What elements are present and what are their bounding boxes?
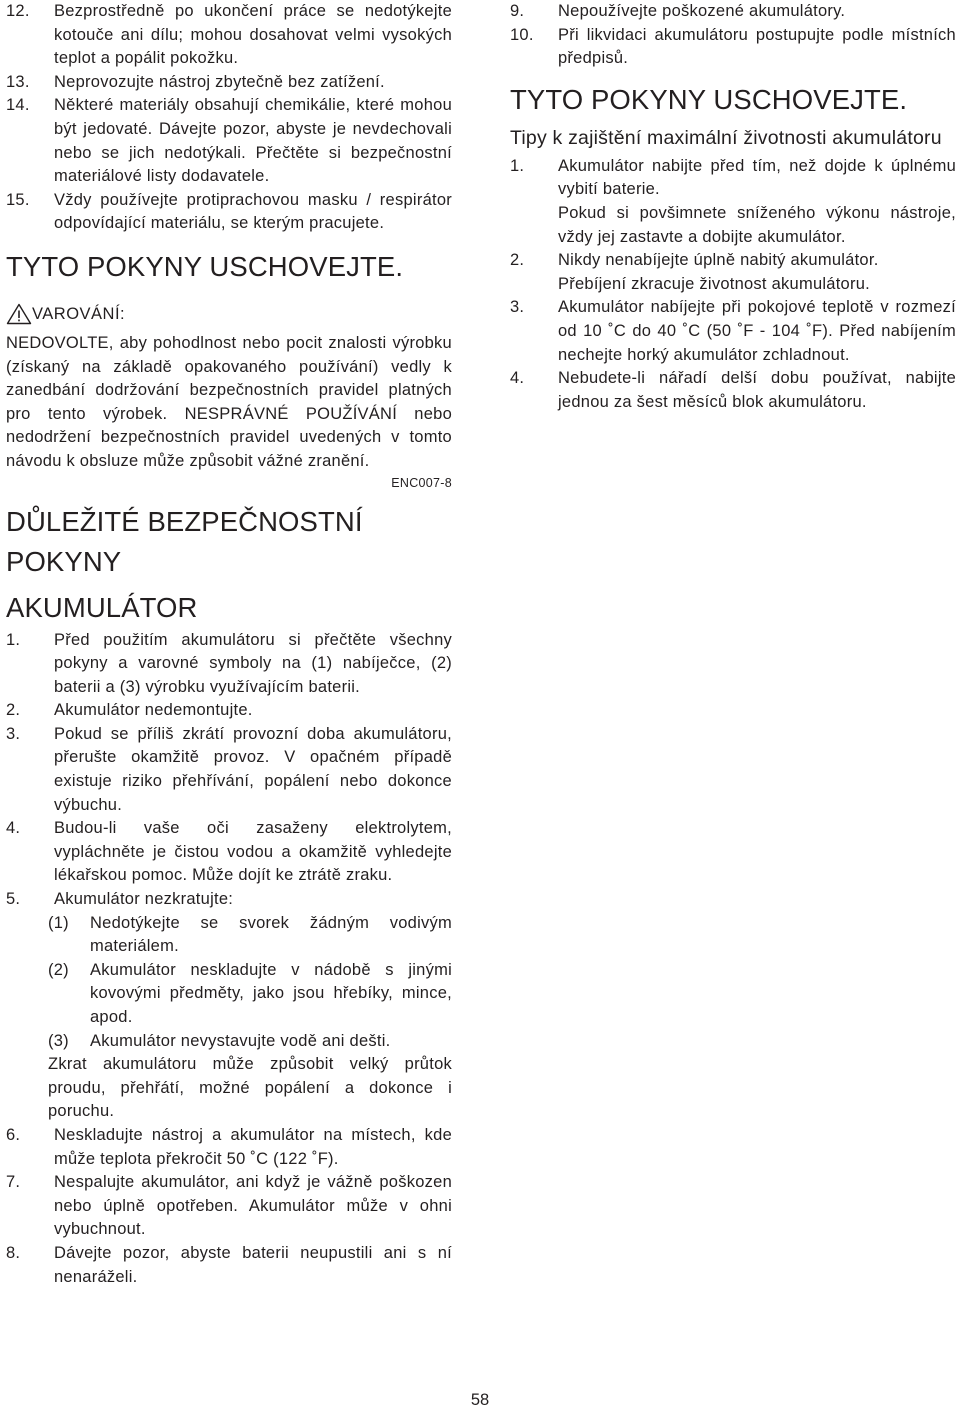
item-text: Nepoužívejte poškozené akumulátory. — [558, 2, 846, 20]
item-text: Vždy používejte protiprachovou masku / respirátor odpovídající materiálu, se kterým pracujete. — [54, 190, 452, 233]
list-item — [510, 367, 956, 414]
item-number: 7. — [6, 1173, 21, 1192]
sub-item-text: Akumulátor neskladujte v nádobě s jinými kovovými předměty, jako jsou hřebíky, mince, apod. — [90, 960, 452, 1026]
document-code: ENC007-8 — [391, 475, 452, 490]
list-item — [6, 189, 452, 236]
list-item — [6, 71, 452, 95]
item-number: 4. — [6, 819, 21, 838]
item-text: Pokud se příliš zkrátí provozní doba akumulátoru, přerušte okamžitě provoz. V opačném případě existuje riziko přehřívání, popálení nebo dokonce výbuchu. — [54, 724, 452, 814]
item-text: Před použitím akumulátoru si přečtěte všechny pokyny a varovné symboly na (1) nabíječce, (2) baterii a (3) výrobku využívajícím baterii. — [54, 630, 452, 696]
warning-label: VAROVÁNÍ: — [32, 304, 126, 323]
sub-item-number: (1) — [48, 913, 69, 932]
list-item — [510, 296, 956, 367]
list-item — [6, 1171, 452, 1242]
item-number: 10. — [510, 25, 534, 44]
list-item — [6, 1124, 452, 1171]
list-item — [6, 629, 452, 700]
list-item — [6, 699, 452, 723]
item-text: Neskladujte nástroj a akumulátor na místech, kde může teplota překročit 50 ˚C (122 ˚F). — [54, 1125, 452, 1168]
item-text: Nikdy nenabíjejte úplně nabitý akumulátor. — [558, 251, 879, 270]
important-heading-line1: DŮLEŽITÉ BEZPEČNOSTNÍ — [6, 505, 363, 537]
item-number: 14. — [6, 96, 30, 115]
list-item — [6, 723, 452, 817]
item-text: Některé materiály obsahují chemikálie, které mohou být jedovaté. Dávejte pozor, abyste je nevdechovali nebo se jich nedotýkali. Přečtěte si bezpečnostní materiálové listy dodavatele. — [54, 96, 452, 186]
sub-item-text: Nedotýkejte se svorek žádným vodivým materiálem. — [90, 913, 452, 956]
list-item — [6, 94, 452, 188]
list-item — [510, 24, 956, 71]
battery-heading: AKUMULÁTOR — [6, 591, 198, 623]
right-column — [510, 0, 956, 414]
list-item — [510, 249, 956, 273]
short-circuit-note: Zkrat akumulátoru může způsobit velký průtok proudu, přehřátí, možné popálení a dokonce i poruchu. — [48, 1055, 452, 1121]
left-column — [6, 0, 452, 1289]
warning-triangle-icon — [6, 303, 32, 325]
item-text: Neprovozujte nástroj zbytečně bez zatížení. — [54, 72, 385, 91]
tips-heading: Tipy k zajištění maximální životnosti akumulátoru — [510, 126, 942, 149]
list-item — [510, 155, 956, 202]
item-number: 2. — [510, 251, 525, 270]
item-number: 1. — [6, 630, 21, 649]
item-number: 13. — [6, 72, 30, 91]
item-number: 8. — [6, 1243, 21, 1262]
list-item — [6, 1242, 452, 1289]
tip-note: Pokud si povšimnete sníženého výkonu nástroje, vždy jej zastavte a dobijte akumulátor. — [558, 203, 956, 246]
item-text: Akumulátor nabíjejte při pokojové teplotě v rozmezí od 10 ˚C do 40 ˚C (50 ˚F - 104 ˚F). Před nabíjením nechejte horký akumulátor zchladnout. — [558, 298, 956, 364]
item-number: 4. — [510, 369, 525, 388]
list-item — [510, 0, 956, 24]
list-item — [6, 0, 452, 71]
item-number: 9. — [510, 2, 525, 20]
list-item — [6, 817, 452, 888]
item-text: Nespalujte akumulátor, ani když je vážně poškozen nebo úplně opotřeben. Akumulátor může v ohni vybuchnout. — [54, 1173, 452, 1239]
battery-list — [6, 629, 452, 1290]
item-text: Bezprostředně po ukončení práce se nedotýkejte kotouče ani dílu; mohou dosahovat velmi vysokých teplot a popálit pokožku. — [54, 2, 452, 68]
item-number: 3. — [510, 298, 525, 317]
item-text: Budou-li vaše oči zasaženy elektrolytem, vypláchněte je čistou vodou a okamžitě vyhledejte lékařskou pomoc. Může dojít ke ztrátě zraku. — [54, 819, 452, 885]
item-number: 2. — [6, 701, 21, 720]
sub-item-text: Akumulátor nevystavujte vodě ani dešti. — [90, 1031, 391, 1050]
item-number: 5. — [6, 890, 21, 909]
warning-text: NEDOVOLTE, aby pohodlnost nebo pocit znalosti výrobku (získaný na základě opakovaného používání) vedly k zanedbání dodržování bezpečnostních pravidel platných pro tento výrobek. NESPRÁVNÉ POUŽÍVÁNÍ nebo nedodržení bezpečnostních pravidel uvedených v tomto návodu k obsluze může způsobit vážné zranění. — [6, 333, 452, 470]
tips-list — [510, 155, 956, 415]
item-number: 6. — [6, 1125, 21, 1144]
item-text: Akumulátor nedemontujte. — [54, 701, 253, 720]
item-text: Akumulátor nabijte před tím, než dojde k úplnému vybití baterie. — [558, 156, 956, 199]
page-number: 58 — [470, 1391, 490, 1409]
item-number: 12. — [6, 2, 30, 20]
sub-item-number: (3) — [48, 1031, 69, 1050]
sub-list-item — [48, 912, 452, 959]
item-text: Dávejte pozor, abyste baterii neupustili ani s ní nenaráželi. — [54, 1243, 452, 1286]
important-heading-line2: POKYNY — [6, 545, 122, 577]
item-number: 3. — [6, 724, 21, 743]
item-text: Akumulátor nezkratujte: — [54, 890, 234, 909]
save-instructions-heading: TYTO POKYNY USCHOVEJTE. — [6, 250, 404, 282]
sub-item-number: (2) — [48, 960, 69, 979]
tip-note: Přebíjení zkracuje životnost akumulátoru. — [558, 274, 870, 293]
item-number: 15. — [6, 190, 30, 209]
item-text: Při likvidaci akumulátoru postupujte podle místních předpisů. — [558, 25, 956, 68]
save-instructions-heading-right: TYTO POKYNY USCHOVEJTE. — [510, 83, 908, 115]
item-text: Nebudete-li nářadí delší dobu používat, nabijte jednou za šest měsíců blok akumulátoru. — [558, 369, 956, 411]
sub-list-item — [48, 1030, 452, 1054]
item-number: 1. — [510, 156, 525, 175]
list-item — [6, 888, 452, 912]
sub-list-item — [48, 959, 452, 1030]
warning-heading — [6, 302, 452, 326]
list-top-left — [6, 0, 452, 236]
